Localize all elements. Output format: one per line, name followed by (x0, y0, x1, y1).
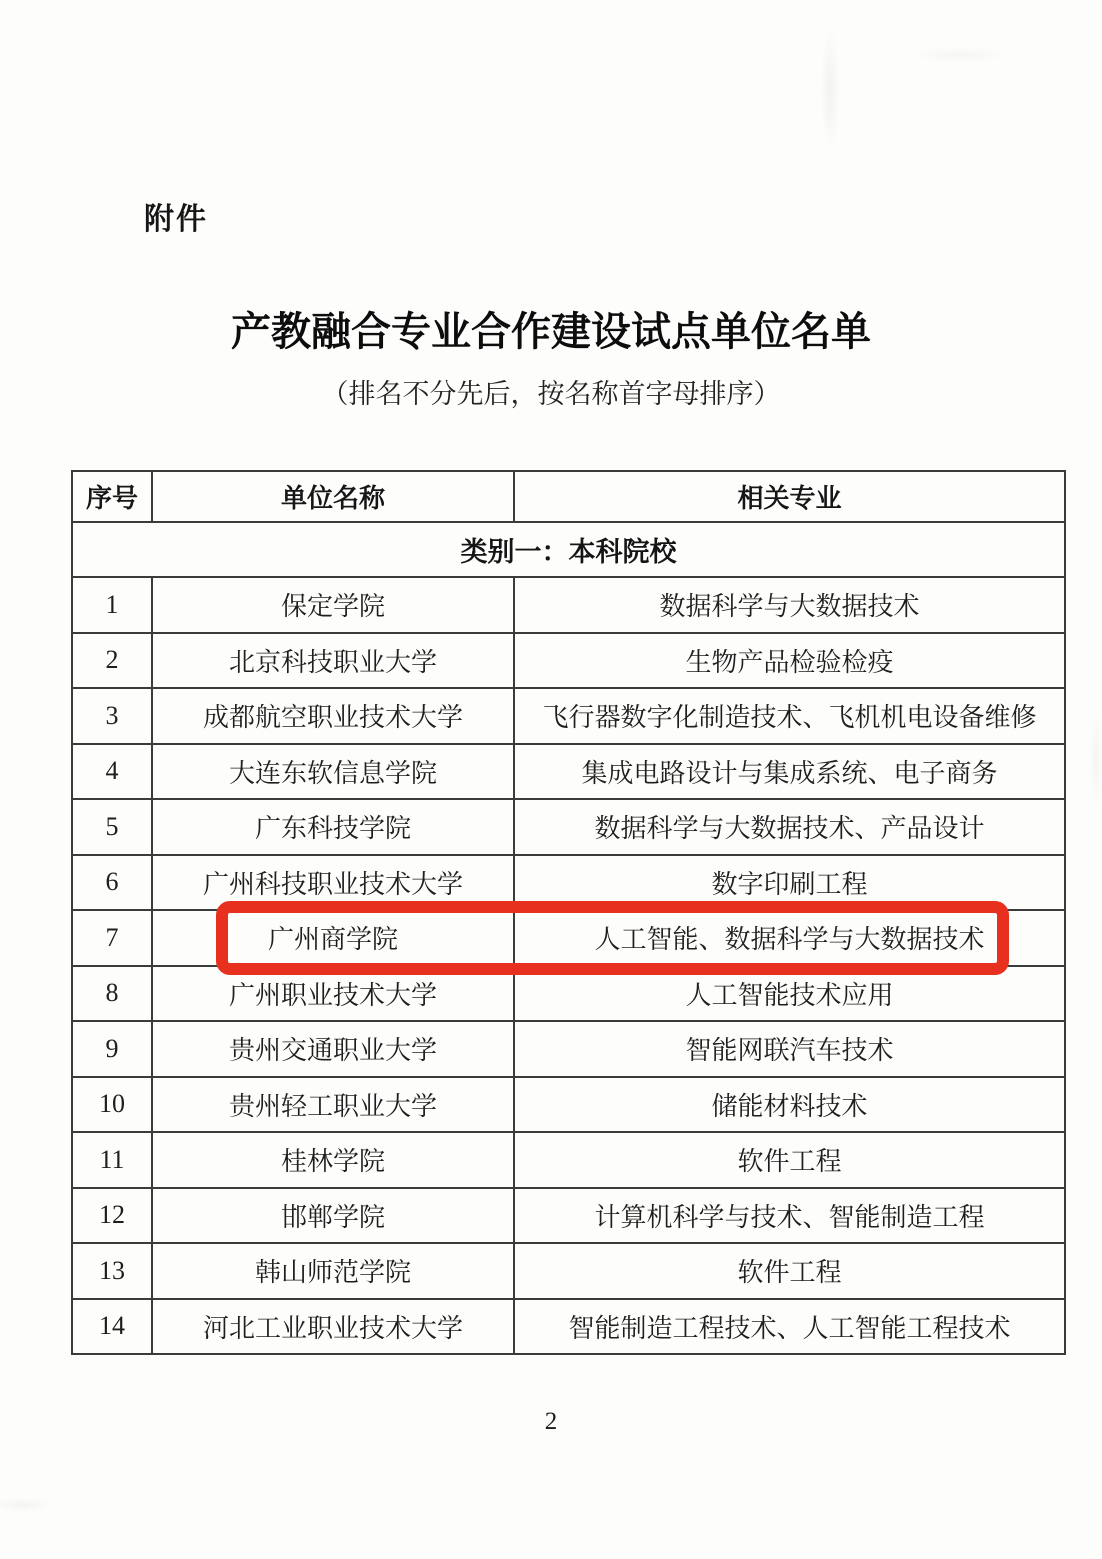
majors-cell: 储能材料技术 (514, 1077, 1065, 1133)
majors-cell: 人工智能、数据科学与大数据技术 (514, 910, 1065, 966)
table-row (72, 1132, 1065, 1188)
row-number-cell: 1 (72, 577, 152, 633)
majors-cell: 智能制造工程技术、人工智能工程技术 (514, 1299, 1065, 1355)
unit-name-cell: 广州科技职业技术大学 (152, 855, 514, 911)
majors-cell: 人工智能技术应用 (514, 966, 1065, 1022)
row-number-cell: 5 (72, 799, 152, 855)
table-row (72, 1188, 1065, 1244)
page-subtitle: （排名不分先后，按名称首字母排序） (321, 379, 781, 409)
table-row (72, 577, 1065, 633)
unit-name-cell: 保定学院 (152, 577, 514, 633)
table-row (72, 799, 1065, 855)
majors-cell: 软件工程 (514, 1243, 1065, 1299)
col-header-no: 序号 (72, 471, 152, 522)
unit-name-cell: 广州职业技术大学 (152, 966, 514, 1022)
row-number-cell: 12 (72, 1188, 152, 1244)
majors-cell: 数据科学与大数据技术、产品设计 (514, 799, 1065, 855)
table-row (72, 688, 1065, 744)
majors-cell: 飞行器数字化制造技术、飞机机电设备维修 (514, 688, 1065, 744)
majors-cell: 数据科学与大数据技术 (514, 577, 1065, 633)
row-number-cell: 2 (72, 633, 152, 689)
table-row (72, 966, 1065, 1022)
category-row (72, 522, 1065, 577)
pilot-units-table (71, 470, 1066, 1355)
row-number-cell: 4 (72, 744, 152, 800)
col-header-majors: 相关专业 (514, 471, 1065, 522)
table-header-row (72, 471, 1065, 522)
row-number-cell: 3 (72, 688, 152, 744)
unit-name-cell: 成都航空职业技术大学 (152, 688, 514, 744)
unit-name-cell: 大连东软信息学院 (152, 744, 514, 800)
unit-name-cell: 广东科技学院 (152, 799, 514, 855)
table-row (72, 910, 1065, 966)
unit-name-cell: 贵州交通职业大学 (152, 1021, 514, 1077)
row-number-cell: 9 (72, 1021, 152, 1077)
table-row (72, 855, 1065, 911)
unit-name-cell: 广州商学院 (152, 910, 514, 966)
page-title: 产教融合专业合作建设试点单位名单 (231, 309, 871, 354)
unit-name-cell: 河北工业职业技术大学 (152, 1299, 514, 1355)
row-number-cell: 8 (72, 966, 152, 1022)
table-row (72, 1243, 1065, 1299)
page-number: 2 (544, 1408, 558, 1435)
majors-cell: 计算机科学与技术、智能制造工程 (514, 1188, 1065, 1244)
col-header-unit-name: 单位名称 (152, 471, 514, 522)
row-number-cell: 10 (72, 1077, 152, 1133)
table-row (72, 1299, 1065, 1355)
unit-name-cell: 桂林学院 (152, 1132, 514, 1188)
attachment-label: 附件 (144, 203, 208, 236)
majors-cell: 软件工程 (514, 1132, 1065, 1188)
table-row (72, 744, 1065, 800)
majors-cell: 集成电路设计与集成系统、电子商务 (514, 744, 1065, 800)
unit-name-cell: 北京科技职业大学 (152, 633, 514, 689)
category-row-label: 类别一：本科院校 (72, 522, 1065, 577)
row-number-cell: 13 (72, 1243, 152, 1299)
majors-cell: 智能网联汽车技术 (514, 1021, 1065, 1077)
unit-name-cell: 邯郸学院 (152, 1188, 514, 1244)
unit-name-cell: 韩山师范学院 (152, 1243, 514, 1299)
table-row (72, 1077, 1065, 1133)
row-number-cell: 7 (72, 910, 152, 966)
row-number-cell: 11 (72, 1132, 152, 1188)
row-number-cell: 14 (72, 1299, 152, 1355)
table-row (72, 1021, 1065, 1077)
unit-name-cell: 贵州轻工职业大学 (152, 1077, 514, 1133)
majors-cell: 数字印刷工程 (514, 855, 1065, 911)
table-row (72, 633, 1065, 689)
row-number-cell: 6 (72, 855, 152, 911)
majors-cell: 生物产品检验检疫 (514, 633, 1065, 689)
